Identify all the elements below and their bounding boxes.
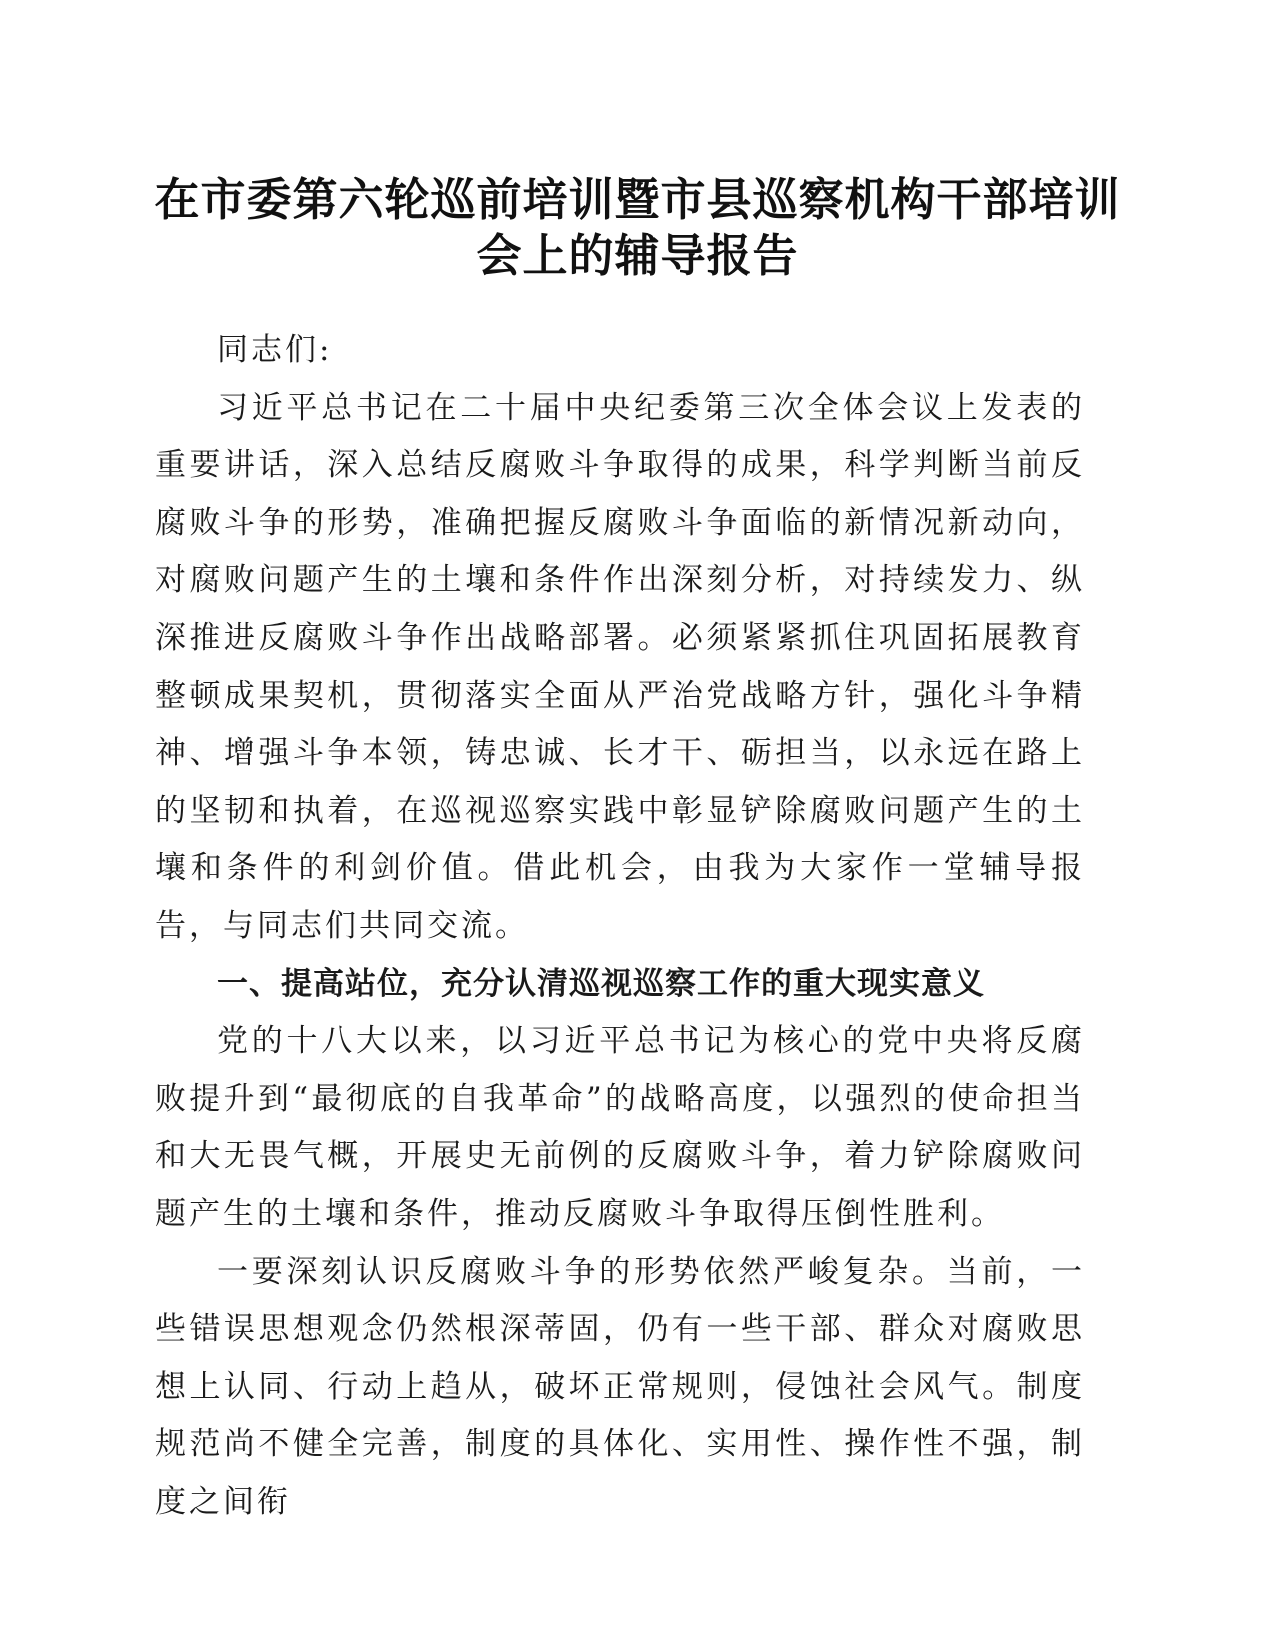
document-title: 在市委第六轮巡前培训暨市县巡察机构干部培训会上的辅导报告: [154, 173, 1121, 282]
body-paragraph-point-1: 一要深刻认识反腐败斗争的形势依然严峻复杂。当前，一些错误思想观念仍然根深蒂固，仍有一些干部、群众对腐败思想上认同、行动上趋从，破坏正常规则，侵蚀社会风气。制度规范尚不健全完善，制度的具体化、实用性、操作性不强，制度之间衔: [155, 1253, 1085, 1520]
salutation: 同志们:: [217, 332, 333, 368]
body-paragraph-intro: 习近平总书记在二十届中央纪委第三次全体会议上发表的重要讲话，深入总结反腐败斗争取得的成果，科学判断当前反腐败斗争的形势，准确把握反腐败斗争面临的新情况新动向，对腐败问题产生的土壤和条件作出深刻分析，对持续发力、纵深推进反腐败斗争作出战略部署。必须紧紧抓住巩固拓展教育整顿成果契机，贯彻落实全面从严治党战略方针，强化斗争精神、增强斗争本领，铸忠诚、长才干、砺担当，以永远在路上的坚韧和执着，在巡视巡察实践中彰显铲除腐败问题产生的土壤和条件的利剑价值。借此机会，由我为大家作一堂辅导报告，与同志们共同交流。: [155, 389, 1085, 944]
document-body: [155, 322, 1085, 1531]
section-heading-1: 一、提高站位，充分认清巡视巡察工作的重大现实意义: [217, 965, 985, 1002]
body-paragraph-section-1: 党的十八大以来，以习近平总书记为核心的党中央将反腐败提升到“最彻底的自我革命”的战略高度，以强烈的使命担当和大无畏气概，开展史无前例的反腐败斗争，着力铲除腐败问题产生的土壤和条件，推动反腐败斗争取得压倒性胜利。: [155, 1023, 1085, 1232]
